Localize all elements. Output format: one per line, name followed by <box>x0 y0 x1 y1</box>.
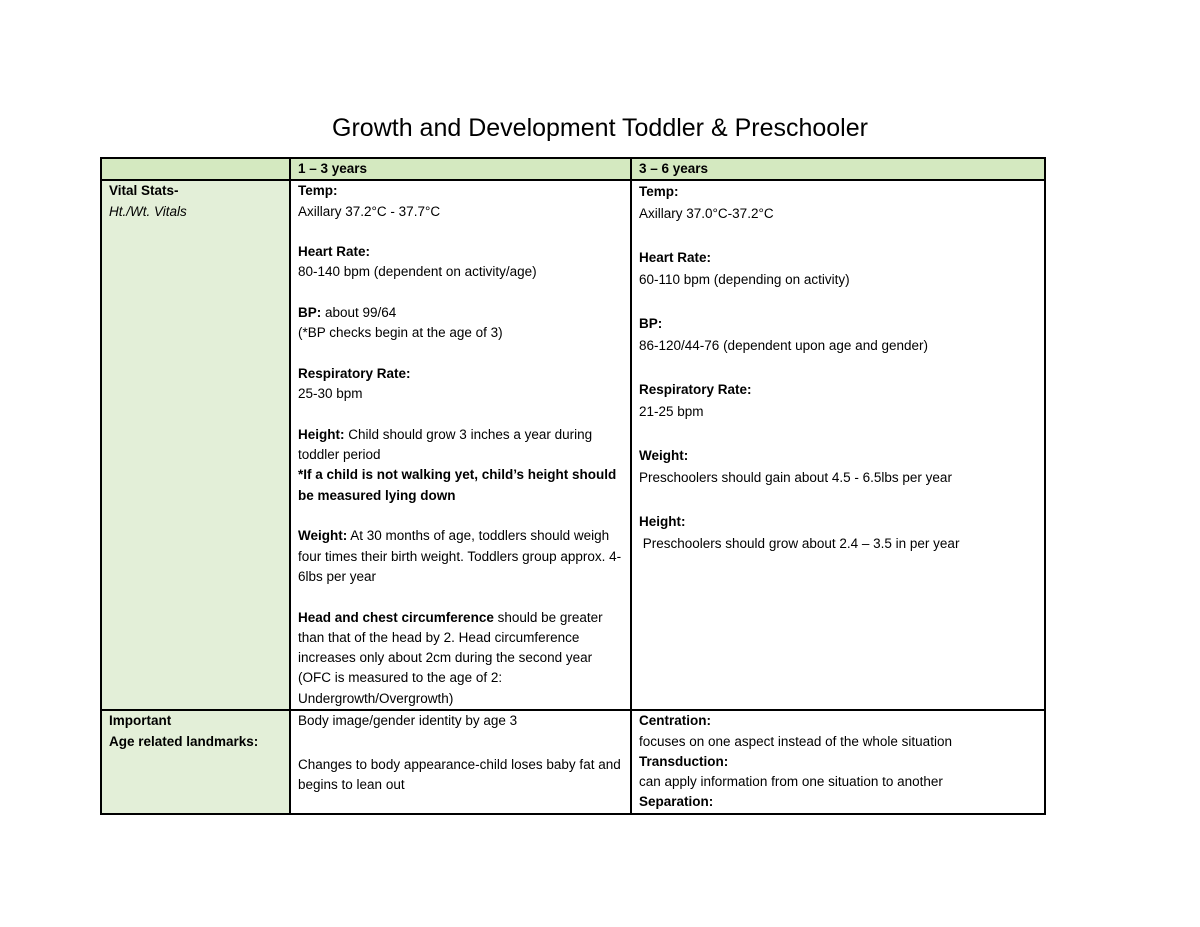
toddler-weight-label: Weight: <box>298 528 348 544</box>
vitals-row <box>101 180 1045 710</box>
preschool-rr-value: 21-25 bpm <box>639 404 704 420</box>
preschool-height-label: Height: <box>639 514 686 530</box>
toddler-head-circumference <box>298 608 624 709</box>
toddler-bp-note: (*BP checks begin at the age of 3) <box>298 325 503 341</box>
preschool-rr-label: Respiratory Rate: <box>639 382 752 398</box>
preschool-height-value: Preschoolers should grow about 2.4 – 3.5 in per year <box>639 536 960 552</box>
toddler-hr-value: 80-140 bpm (dependent on activity/age) <box>298 264 537 280</box>
toddler-weight <box>298 526 624 587</box>
toddler-weight-value: At 30 months of age, toddlers should weigh four times their birth weight. Toddlers group approx. 4-6lbs per year <box>298 528 622 584</box>
separation-label: Separation: <box>639 794 714 810</box>
toddler-vitals-cell <box>290 180 631 710</box>
toddler-height-note: *If a child is not walking yet, child’s height should be measured lying down <box>298 467 617 503</box>
toddler-landmark-1: Body image/gender identity by age 3 <box>298 713 518 729</box>
toddler-head-label: Head and chest circumference <box>298 609 494 625</box>
toddler-height-value: Child should grow 3 inches a year during toddler period <box>298 426 593 463</box>
toddler-height <box>298 425 624 466</box>
toddler-bp-label: BP: <box>298 305 322 321</box>
vitals-label: Vital Stats- <box>109 183 179 199</box>
preschool-landmarks-cell <box>631 710 1045 813</box>
preschool-bp-label: BP: <box>639 316 663 332</box>
toddler-bp <box>298 303 624 323</box>
landmarks-row <box>101 710 1045 813</box>
preschool-temp-label: Temp: <box>639 184 679 200</box>
preschool-temp-value: Axillary 37.0°C-37.2°C <box>639 206 774 222</box>
centration-label: Centration: <box>639 713 711 729</box>
vitals-label-cell <box>101 180 290 710</box>
preschool-hr-value: 60-110 bpm (depending on activity) <box>639 272 850 288</box>
landmarks-label-line1: Important <box>109 713 172 729</box>
preschool-bp-value: 86-120/44-76 (dependent upon age and gender) <box>639 338 928 354</box>
preschool-weight-label: Weight: <box>639 448 689 464</box>
page-title: Growth and Development Toddler & Preschooler <box>332 114 868 142</box>
preschool-hr-label: Heart Rate: <box>639 250 712 266</box>
toddler-hr-label: Heart Rate: <box>298 244 371 260</box>
toddler-height-label: Height: <box>298 426 345 442</box>
preschool-vitals-cell <box>631 180 1045 710</box>
header-blank-cell <box>101 158 290 180</box>
preschool-weight-value: Preschoolers should gain about 4.5 - 6.5lbs per year <box>639 470 952 486</box>
toddler-bp-value: about 99/64 <box>321 305 397 321</box>
toddler-head-value: should be greater than that of the head by 2. Head circumference increases only about 2cm during the second year (OFC is measured to the age of 2: Undergrowth/Overgrowth) <box>298 609 603 706</box>
landmarks-label-cell <box>101 710 290 813</box>
transduction-label: Transduction: <box>639 753 729 769</box>
toddler-temp-label: Temp: <box>298 183 338 199</box>
header-preschool-age: 3 – 6 years <box>631 158 1045 180</box>
header-toddler-age: 1 – 3 years <box>290 158 631 180</box>
toddler-landmarks-cell <box>290 710 631 813</box>
growth-development-table <box>100 157 1046 815</box>
header-row <box>101 158 1045 180</box>
centration-value: focuses on one aspect instead of the whole situation <box>639 733 952 749</box>
toddler-rr-label: Respiratory Rate: <box>298 365 411 381</box>
toddler-temp-value: Axillary 37.2°C - 37.7°C <box>298 203 441 219</box>
landmarks-label-line2: Age related landmarks: <box>109 733 259 749</box>
toddler-rr-value: 25-30 bpm <box>298 386 363 402</box>
vitals-sublabel: Ht./Wt. Vitals <box>109 203 187 219</box>
transduction-value: can apply information from one situation to another <box>639 774 943 790</box>
toddler-landmark-2: Changes to body appearance-child loses baby fat and begins to lean out <box>298 756 621 792</box>
